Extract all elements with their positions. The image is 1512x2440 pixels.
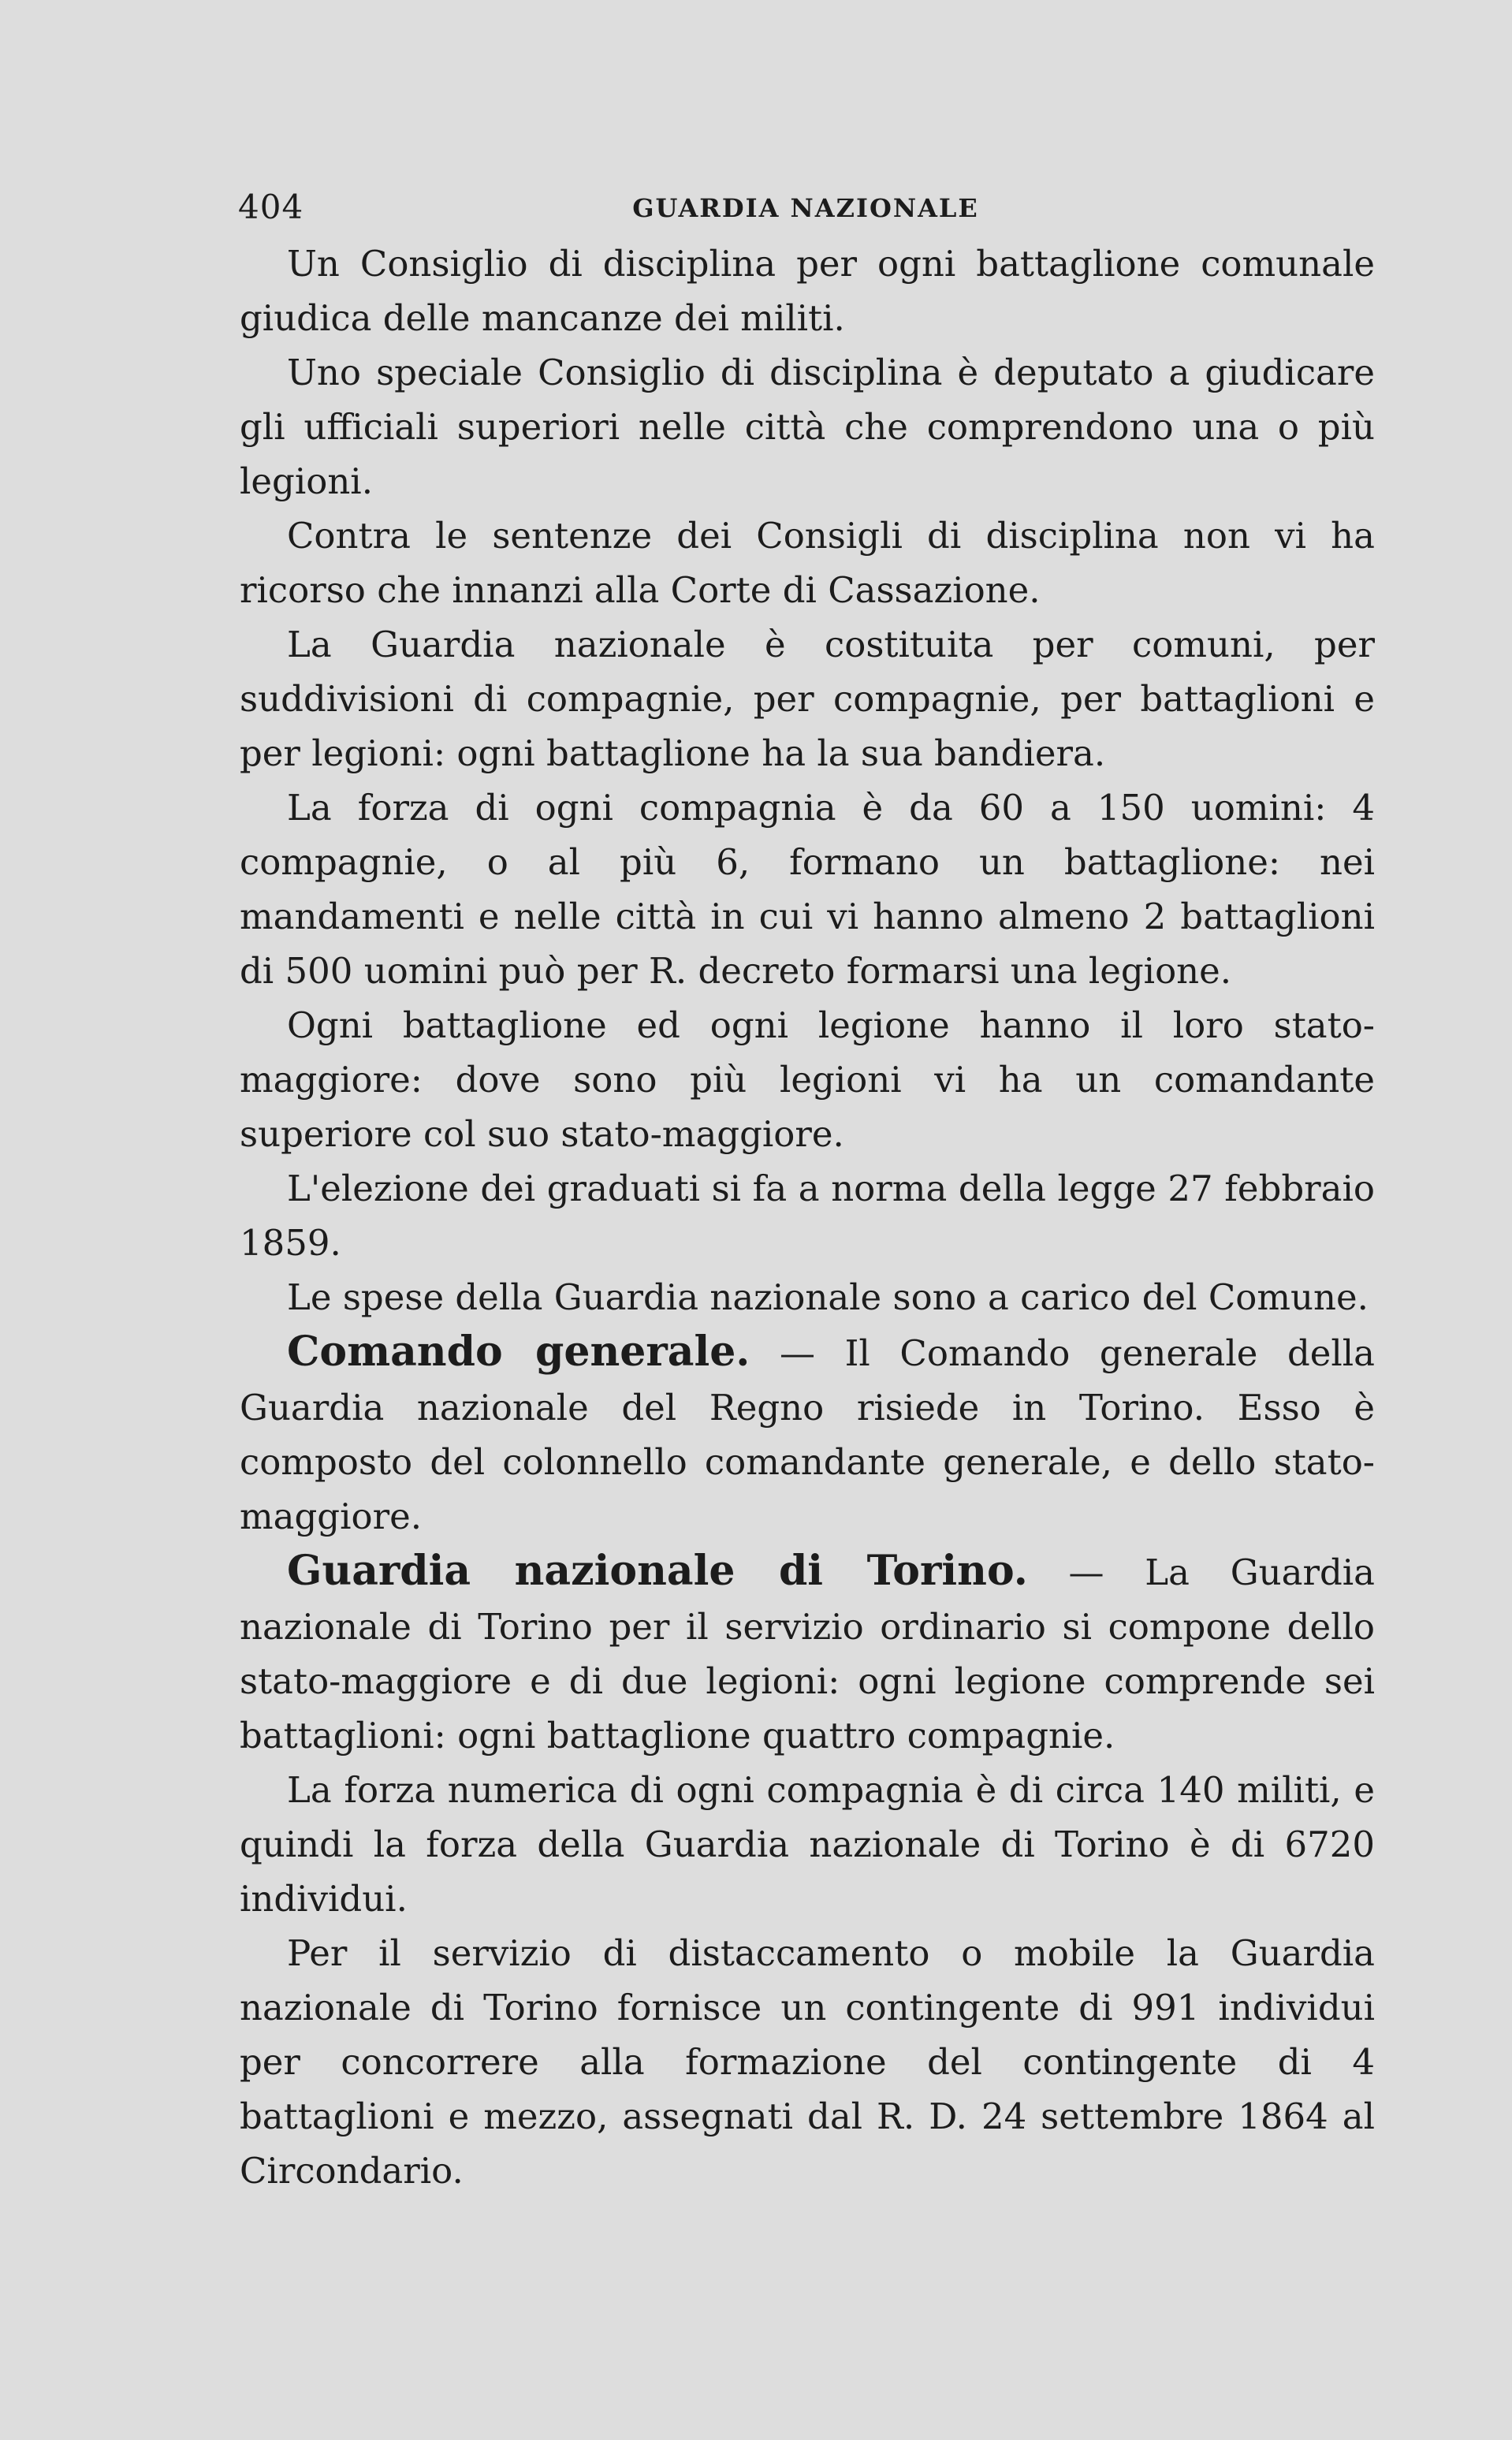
paragraph-text: Un Consiglio di disciplina per ogni battaglione comunale giudica delle mancanze dei militi.: [240, 243, 1375, 339]
paragraph-text: Contra le sentenze dei Consigli di disciplina non vi ha ricorso che innanzi alla Corte di Cassazione.: [240, 515, 1375, 611]
paragraph-distaccamento: [240, 1926, 1375, 2198]
paragraph-text: — La Guardia nazionale di Torino per il servizio ordinario si compone dello stato-maggiore e di due legioni: ogni legione comprende sei battaglioni: ogni battaglione quattro compagnie.: [240, 1552, 1375, 1756]
paragraph-forza-numerica: [240, 1763, 1375, 1926]
paragraph-costituzione: [240, 617, 1375, 780]
paragraph-text: La forza di ogni compagnia è da 60 a 150 uomini: 4 compagnie, o al più 6, formano un battaglione: nei mandamenti e nelle città in cui vi hanno almeno 2 battaglioni di 500 uomini può per R. decreto formarsi una legione.: [240, 787, 1375, 992]
section-heading: Guardia nazionale di Torino.: [287, 1547, 1028, 1595]
running-title: GUARDIA NAZIONALE: [632, 193, 979, 223]
paragraph-consiglio-speciale: [240, 345, 1375, 508]
paragraph-text: Le spese della Guardia nazionale sono a carico del Comune.: [287, 1276, 1369, 1318]
paragraph-text: La Guardia nazionale è costituita per comuni, per suddivisioni di compagnie, per compagnie, per battaglioni e per legioni: ogni battaglione ha la sua bandiera.: [240, 624, 1375, 774]
page-header: [238, 188, 1373, 227]
paragraph-text: Uno speciale Consiglio di disciplina è deputato a giudicare gli ufficiali superiori nelle città che comprendono una o più legioni.: [240, 352, 1375, 502]
paragraph-text: L'elezione dei graduati si fa a norma della legge 27 febbraio 1859.: [240, 1168, 1375, 1264]
paragraph-forza-compagnia: [240, 780, 1375, 998]
paragraph-stato-maggiore: [240, 998, 1375, 1161]
paragraph-ricorso-cassazione: [240, 508, 1375, 617]
paragraph-text: Per il servizio di distaccamento o mobile la Guardia nazionale di Torino fornisce un contingente di 991 individui per concorrere alla formazione del contingente di 4 battaglioni e mezzo, assegnati dal R. D. 24 settembre 1864 al Circondario.: [240, 1932, 1375, 2192]
paragraph-comando-generale: [240, 1324, 1375, 1544]
section-heading: Comando generale.: [287, 1328, 750, 1376]
paragraph-text: La forza numerica di ogni compagnia è di circa 140 militi, e quindi la forza della Guardia nazionale di Torino è di 6720 individui.: [240, 1769, 1375, 1920]
page-body: [240, 237, 1375, 2198]
paragraph-disciplina-battaglione: [240, 237, 1375, 345]
paragraph-elezione-graduati: [240, 1161, 1375, 1270]
paragraph-text: Ogni battaglione ed ogni legione hanno il loro stato-maggiore: dove sono più legioni vi ha un comandante superiore col suo stato-maggiore.: [240, 1004, 1375, 1155]
paragraph-text: — Il Comando generale della Guardia nazionale del Regno risiede in Torino. Esso è composto del colonnello comandante generale, e dello stato-maggiore.: [240, 1332, 1375, 1537]
paragraph-guardia-torino: [240, 1544, 1375, 1763]
page-number: 404: [238, 188, 304, 226]
paragraph-spese: [240, 1270, 1375, 1324]
